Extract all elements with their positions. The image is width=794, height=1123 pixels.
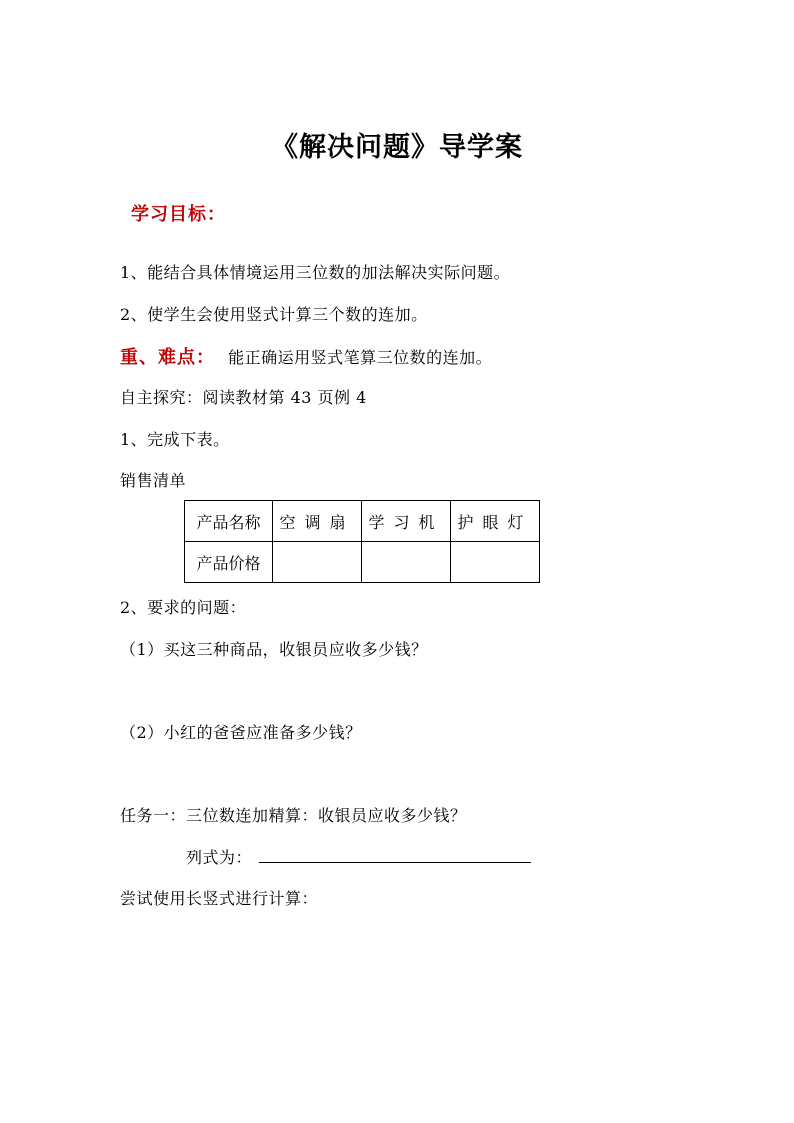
table-cell-blank[interactable] (362, 542, 451, 583)
task-complete-table: 1、完成下表。 (120, 430, 230, 449)
formula-label: 列式为： (186, 848, 253, 867)
table-header-row (185, 501, 540, 542)
formula-answer-line[interactable] (259, 862, 531, 863)
table-header-cell: 学习机 (362, 501, 451, 542)
question-item-1: （1）买这三种商品，收银员应收多少钱？ (120, 640, 428, 659)
table-cell-blank[interactable] (273, 542, 362, 583)
try-vertical-text: 尝试使用长竖式进行计算： (120, 889, 319, 908)
table-cell-blank[interactable] (451, 542, 540, 583)
mission-heading: 任务一：三位数连加精算：收银员应收多少钱？ (120, 806, 467, 825)
goal-item-1: 1、能结合具体情境运用三位数的加法解决实际问题。 (120, 263, 511, 282)
keypoints-label: 重、难点： (120, 347, 215, 368)
table-row (185, 542, 540, 583)
learning-goals-heading: 学习目标： (131, 204, 226, 225)
keypoints-text: 能正确运用竖式笔算三位数的连加。 (228, 348, 493, 367)
table-header-cell: 空调扇 (273, 501, 362, 542)
table-caption: 销售清单 (120, 471, 187, 490)
question-item-2: （2）小红的爸爸应准备多少钱？ (120, 723, 362, 742)
questions-heading: 2、要求的问题： (120, 598, 247, 617)
sales-table (184, 500, 540, 583)
table-header-cell: 产品名称 (185, 501, 273, 542)
table-cell: 产品价格 (185, 542, 273, 583)
page-title: 《解决问题》导学案 (271, 132, 523, 163)
goal-item-2: 2、使学生会使用竖式计算三个数的连加。 (120, 305, 428, 324)
self-explore-text: 自主探究：阅读教材第 43 页例 4 (120, 388, 367, 407)
keypoints-row (120, 343, 492, 369)
table-header-cell: 护眼灯 (451, 501, 540, 542)
